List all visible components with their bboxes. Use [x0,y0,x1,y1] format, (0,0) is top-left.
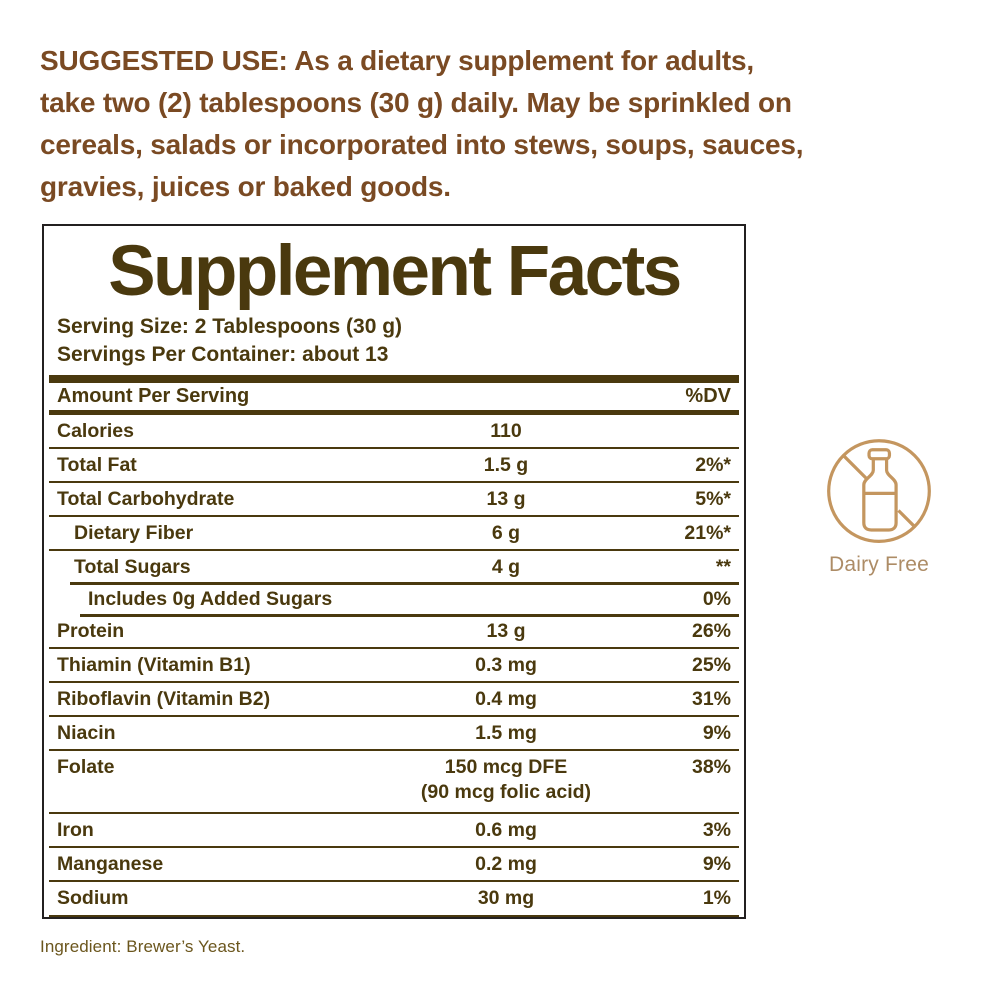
nutrient-row [49,517,739,551]
nutrient-name: Dietary Fiber [74,521,194,544]
nutrient-amount: 13 g [486,487,526,510]
nutrient-dv: 26% [691,619,731,642]
dv-header-label: %DV [685,385,731,407]
nutrient-amount: 1.5 mg [475,721,537,744]
supplement-facts-panel [42,224,746,919]
nutrient-row [49,814,739,848]
nutrient-dv: 21%* [684,521,731,544]
nutrient-name: Thiamin (Vitamin B1) [57,653,251,676]
nutrient-dv: 38% [691,756,731,778]
nutrient-dv: 9% [702,721,731,744]
nutrient-dv: 5%* [695,487,731,510]
nutrient-row [49,551,739,583]
nutrient-name: Includes 0g Added Sugars [88,587,333,610]
nutrient-dv: 1% [702,886,731,909]
nutrient-amount: 0.2 mg [475,852,537,875]
nutrient-amount: 0.3 mg [475,653,537,676]
ingredient-line: Ingredient: Brewer’s Yeast. [40,937,246,956]
nutrient-row [49,649,739,683]
nutrient-name: Manganese [57,852,164,875]
nutrient-dv: 3% [702,818,731,841]
suggested-use-text [40,40,840,208]
milk-bottle-crossed-icon [822,436,936,548]
nutrient-row [49,882,739,914]
nutrient-name: Protein [57,619,125,642]
nutrient-row [49,848,739,882]
facts-rows [49,415,739,914]
dairy-free-label: Dairy Free [828,553,930,576]
nutrient-name: Folate [57,756,115,778]
nutrient-name: Riboflavin (Vitamin B2) [57,687,271,710]
nutrient-name: Sodium [57,886,129,909]
nutrient-amount: 1.5 g [483,453,529,476]
nutrient-amount: 13 g [486,619,526,642]
nutrient-dv: 0% [702,587,731,610]
nutrient-amount: 110 [490,419,522,442]
nutrient-dv: 9% [702,852,731,875]
amount-per-serving-label: Amount Per Serving [57,385,250,407]
nutrient-amount: 0.4 mg [475,687,537,710]
nutrient-name: Calories [57,419,134,442]
nutrient-row [49,717,739,751]
divider-bar-thick [49,915,739,919]
nutrient-dv: 31% [691,687,731,710]
nutrient-amount: 0.6 mg [475,818,537,841]
nutrient-dv: ** [715,555,731,578]
suggested-use-line: gravies, juices or baked goods. [40,171,451,202]
nutrient-dv: 25% [691,653,731,676]
nutrient-row [49,751,739,814]
supplement-facts-title: Supplement Facts [108,232,680,311]
nutrient-amount: 4 g [491,555,521,578]
nutrient-amount-secondary: (90 mcg folic acid) [420,781,592,803]
nutrient-name: Total Sugars [74,555,191,578]
servings-per-container: Servings Per Container: about 13 [57,343,389,366]
nutrient-row [49,415,739,449]
nutrient-row [49,583,739,615]
nutrient-row [49,483,739,517]
nutrient-name: Iron [57,818,94,841]
nutrient-amount: 6 g [491,521,521,544]
suggested-use-line: SUGGESTED USE: As a dietary supplement for adults, [40,45,754,76]
nutrient-row [49,615,739,649]
suggested-use-line: take two (2) tablespoons (30 g) daily. May be sprinkled on [40,87,792,118]
nutrient-name: Total Fat [57,453,137,476]
nutrient-amount: 150 mcg DFE (90 mcg folic acid) [406,756,606,805]
nutrient-row [49,449,739,483]
dairy-free-badge [820,436,938,577]
suggested-use-line: cereals, salads or incorporated into stews, soups, sauces, [40,129,804,160]
amount-per-serving-header [49,383,739,410]
nutrient-amount: 30 mg [477,886,535,909]
nutrient-name: Total Carbohydrate [57,487,235,510]
nutrient-name: Niacin [57,721,116,744]
nutrient-row [49,683,739,717]
nutrient-dv: 2%* [695,453,731,476]
serving-size: Serving Size: 2 Tablespoons (30 g) [57,315,403,338]
divider-bar-thick [49,375,739,383]
